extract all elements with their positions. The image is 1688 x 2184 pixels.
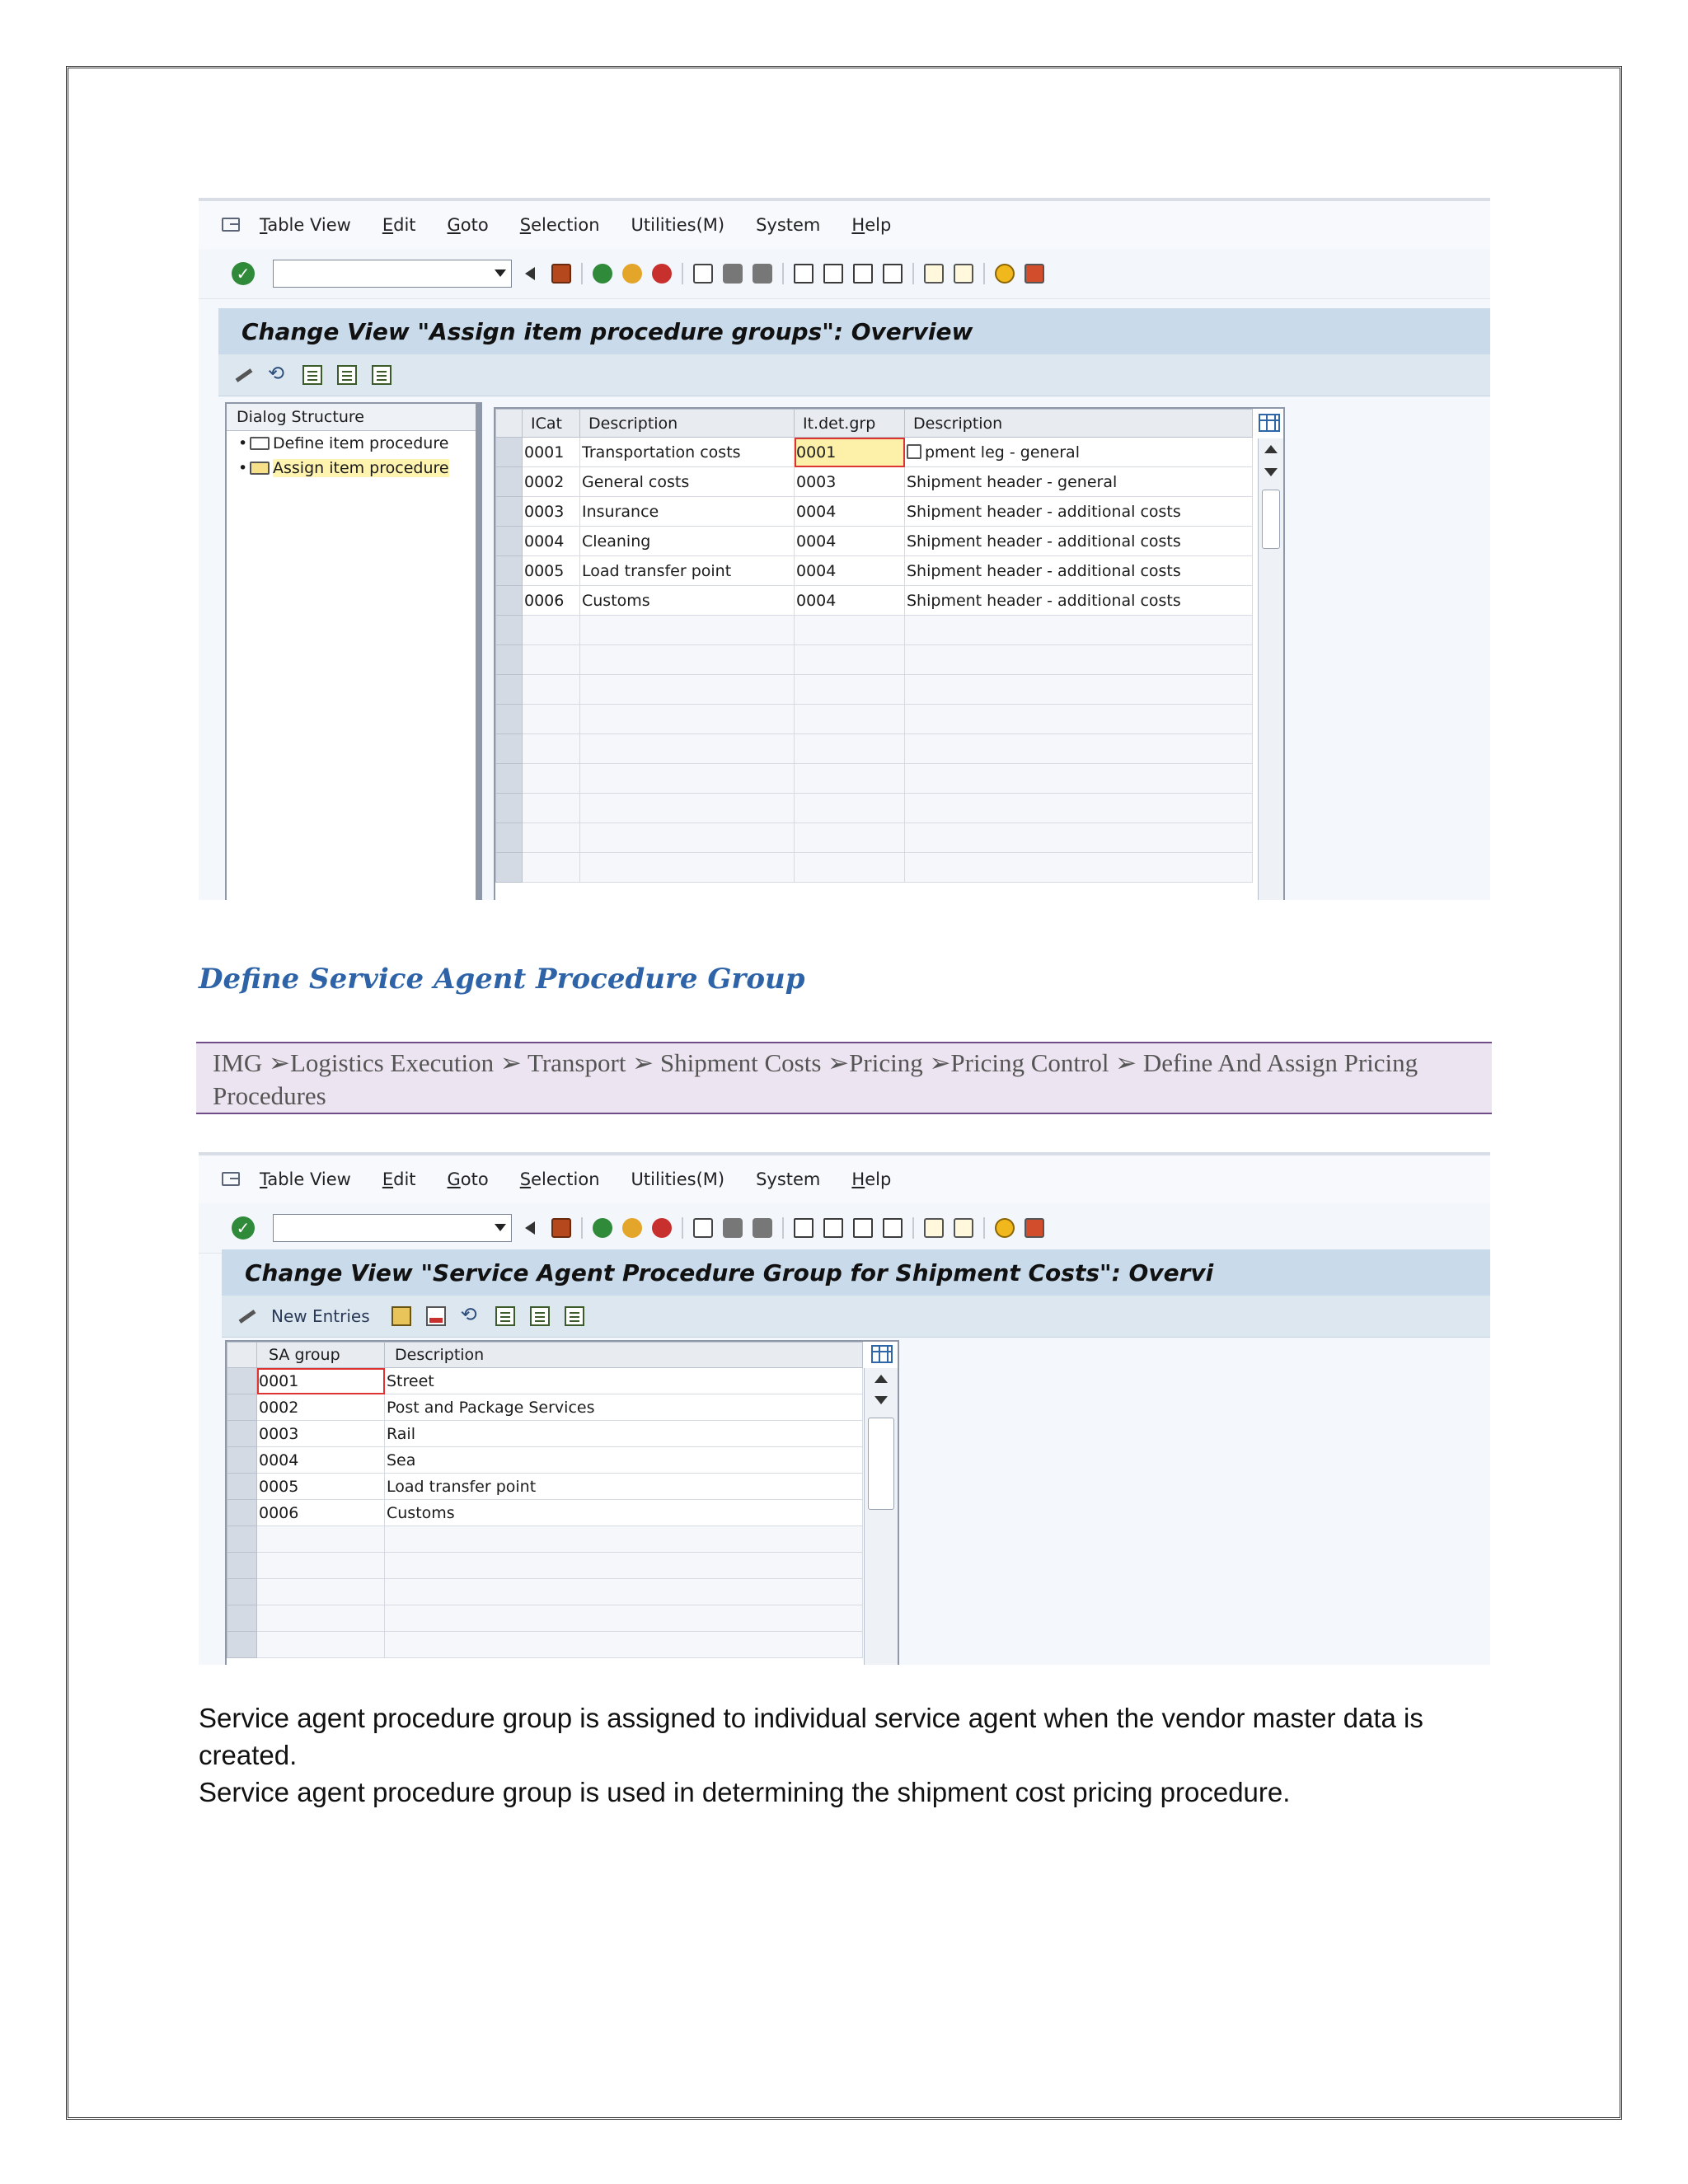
cell-description[interactable]: Rail [385, 1421, 863, 1447]
vertical-scrollbar[interactable] [1258, 438, 1283, 900]
table-row[interactable] [227, 1368, 863, 1394]
dialog-structure-panel [225, 402, 482, 900]
menu-table-view[interactable]: Table View [260, 1169, 351, 1189]
menu-goto[interactable]: Goto [447, 1169, 489, 1189]
table-row[interactable] [227, 1394, 863, 1421]
select-block-icon[interactable] [337, 365, 357, 385]
title-bar [222, 1249, 1490, 1296]
select-block-icon[interactable] [530, 1306, 550, 1326]
cell-description[interactable]: Post and Package Services [385, 1394, 863, 1421]
sap-window-service-agent-procedure-group [199, 1152, 1490, 1665]
table-row[interactable] [496, 467, 1253, 497]
row-selector[interactable] [496, 527, 523, 556]
enter-check-icon[interactable]: ✓ [232, 262, 255, 285]
row-selector[interactable] [227, 1368, 257, 1394]
menu-goto[interactable]: Goto [447, 215, 489, 235]
menu-help[interactable]: Help [851, 1169, 892, 1189]
input-sa-group[interactable]: 0001 [257, 1368, 385, 1394]
cell-icat: 0004 [523, 527, 580, 556]
undo-icon[interactable] [461, 1306, 481, 1326]
cell-description[interactable]: Street [385, 1368, 863, 1394]
row-selector[interactable] [496, 438, 523, 467]
chevron-down-icon[interactable] [495, 1224, 506, 1231]
table-row[interactable] [227, 1421, 863, 1447]
menu-selection[interactable]: Selection [519, 215, 600, 235]
input-sa-group[interactable]: 0002 [257, 1394, 385, 1421]
table-header-row [496, 410, 1253, 438]
display-change-icon[interactable] [237, 1306, 256, 1326]
dialog-item-assign-item-procedure[interactable]: • Assign item procedure [238, 459, 449, 477]
empty-row[interactable] [496, 705, 1253, 734]
table-row[interactable] [227, 1500, 863, 1526]
cancel-icon[interactable] [652, 1218, 672, 1238]
sa-group-table [225, 1340, 899, 1665]
dialog-item-define-item-procedure[interactable]: • Define item procedure [238, 434, 449, 452]
previous-page-icon[interactable] [823, 264, 843, 284]
empty-row[interactable] [227, 1632, 863, 1658]
cell-icat: 0002 [523, 467, 580, 497]
menu-bar [199, 1155, 1490, 1204]
application-toolbar [222, 1296, 1490, 1338]
next-page-icon[interactable] [853, 1218, 873, 1238]
folder-icon [250, 437, 270, 450]
table-row[interactable] [227, 1447, 863, 1474]
scroll-down-icon[interactable] [1264, 468, 1278, 476]
shortcut-icon[interactable] [954, 264, 973, 284]
undo-icon[interactable] [268, 365, 288, 385]
table-row[interactable] [496, 438, 1253, 467]
table-header-row [227, 1343, 863, 1368]
help-icon[interactable] [995, 1218, 1015, 1238]
empty-row[interactable] [227, 1553, 863, 1579]
column-header-description-2[interactable]: Description [905, 410, 1253, 438]
assign-item-procedure-table [494, 407, 1285, 900]
img-path-box: IMG ➢Logistics Execution ➢ Transport ➢ Shipment Costs ➢Pricing ➢Pricing Control ➢ Define And Assign Pricing Procedures [196, 1042, 1492, 1114]
deselect-all-icon[interactable] [565, 1306, 584, 1326]
deselect-all-icon[interactable] [372, 365, 392, 385]
first-page-icon[interactable] [794, 1218, 814, 1238]
section-heading: Define Service Agent Procedure Group [199, 963, 805, 996]
first-page-icon[interactable] [794, 264, 814, 284]
empty-row[interactable] [496, 616, 1253, 645]
row-selector[interactable] [227, 1394, 257, 1421]
sap-window-assign-item-procedure [199, 198, 1490, 900]
table-row[interactable] [496, 497, 1253, 527]
title-bar [218, 308, 1490, 355]
column-header-description[interactable]: Description [385, 1343, 863, 1368]
row-selector[interactable] [227, 1500, 257, 1526]
cell-description: Customs [580, 586, 795, 616]
menu-table-view[interactable]: Table View [260, 215, 351, 235]
last-page-icon[interactable] [883, 1218, 903, 1238]
scroll-up-icon[interactable] [874, 1375, 888, 1383]
cell-description[interactable]: Sea [385, 1447, 863, 1474]
cell-icat: 0006 [523, 586, 580, 616]
help-icon[interactable] [995, 264, 1015, 284]
screen-title: Change View "Assign item procedure groups": Overview [241, 317, 973, 345]
empty-row[interactable] [496, 734, 1253, 764]
empty-row[interactable] [227, 1579, 863, 1605]
table-settings-icon[interactable] [871, 1345, 893, 1363]
empty-row[interactable] [496, 645, 1253, 675]
cell-det-description: pment leg - general [905, 438, 1253, 467]
standard-toolbar [199, 249, 1490, 299]
body-text [199, 1699, 1493, 1811]
paragraph-2: Service agent procedure group is used in determining the shipment cost pricing procedure. [199, 1777, 1291, 1807]
menu-edit[interactable]: Edit [382, 215, 416, 235]
input-sa-group[interactable]: 0006 [257, 1500, 385, 1526]
table-row[interactable] [496, 586, 1253, 616]
delete-icon[interactable] [426, 1306, 446, 1326]
row-selector[interactable] [227, 1474, 257, 1500]
select-all-icon[interactable] [302, 365, 322, 385]
empty-row[interactable] [227, 1605, 863, 1632]
menu-icon[interactable] [217, 213, 246, 237]
dialog-structure-title: Dialog Structure [227, 404, 476, 431]
save-icon[interactable] [551, 264, 571, 284]
display-change-icon[interactable] [233, 365, 253, 385]
command-field[interactable] [273, 260, 512, 288]
chevron-down-icon[interactable] [495, 269, 506, 277]
exit-icon[interactable] [622, 264, 642, 284]
input-it-det-grp[interactable]: 0004 [795, 586, 905, 616]
row-selector[interactable] [227, 1421, 257, 1447]
column-header-description[interactable]: Description [580, 410, 795, 438]
table-row[interactable] [496, 556, 1253, 586]
print-icon[interactable] [693, 1218, 713, 1238]
row-selector[interactable] [496, 467, 523, 497]
menu-utilities[interactable]: Utilities(M) [631, 1169, 725, 1189]
column-header-icat[interactable]: ICat [523, 410, 580, 438]
cell-description[interactable]: Customs [385, 1500, 863, 1526]
last-page-icon[interactable] [883, 264, 903, 284]
application-toolbar [218, 354, 1490, 396]
empty-row[interactable] [496, 675, 1253, 705]
cell-det-description: Shipment header - additional costs [905, 497, 1253, 527]
row-selector[interactable] [496, 556, 523, 586]
scroll-up-icon[interactable] [1264, 445, 1278, 453]
cell-description: General costs [580, 467, 795, 497]
next-page-icon[interactable] [853, 264, 873, 284]
exit-icon[interactable] [622, 1218, 642, 1238]
cell-description: Load transfer point [580, 556, 795, 586]
folder-open-icon [250, 462, 270, 475]
find-next-icon[interactable] [753, 1218, 772, 1238]
input-it-det-grp[interactable]: 0004 [795, 556, 905, 586]
row-selector[interactable] [496, 586, 523, 616]
menu-utilities[interactable]: Utilities(M) [631, 215, 725, 235]
cell-icat: 0005 [523, 556, 580, 586]
empty-row[interactable] [496, 794, 1253, 823]
empty-row[interactable] [496, 823, 1253, 853]
back-icon[interactable] [593, 1218, 612, 1238]
table-settings-icon[interactable] [1259, 414, 1280, 432]
row-selector[interactable] [227, 1447, 257, 1474]
triangle-left-icon[interactable] [522, 1218, 542, 1238]
scroll-down-icon[interactable] [874, 1396, 888, 1404]
new-session-icon[interactable] [924, 264, 944, 284]
cell-det-description: Shipment header - additional costs [905, 586, 1253, 616]
cell-det-description: Shipment header - additional costs [905, 527, 1253, 556]
input-it-det-grp[interactable]: 0004 [795, 527, 905, 556]
layout-menu-icon[interactable] [1025, 264, 1044, 284]
find-next-icon[interactable] [753, 264, 772, 284]
triangle-left-icon[interactable] [522, 264, 542, 284]
menu-edit[interactable]: Edit [382, 1169, 416, 1189]
input-sa-group[interactable]: 0005 [257, 1474, 385, 1500]
paragraph-1: Service agent procedure group is assigned to individual service agent when the vendor master data is created. [199, 1703, 1423, 1770]
enter-check-icon[interactable]: ✓ [232, 1216, 255, 1240]
screen-title: Change View "Service Agent Procedure Group for Shipment Costs": Overvi [245, 1258, 1214, 1286]
menu-selection[interactable]: Selection [519, 1169, 600, 1189]
empty-row[interactable] [227, 1526, 863, 1553]
row-selector[interactable] [496, 497, 523, 527]
cell-description[interactable]: Load transfer point [385, 1474, 863, 1500]
cell-det-description: Shipment header - general [905, 467, 1253, 497]
save-icon[interactable] [551, 1218, 571, 1238]
cell-icat: 0003 [523, 497, 580, 527]
menu-system[interactable]: System [756, 215, 821, 235]
input-it-det-grp[interactable]: 0003 [795, 467, 905, 497]
copy-as-icon[interactable] [392, 1306, 411, 1326]
standard-toolbar [199, 1203, 1490, 1254]
previous-page-icon[interactable] [823, 1218, 843, 1238]
input-sa-group[interactable]: 0004 [257, 1447, 385, 1474]
cell-det-description: Shipment header - additional costs [905, 556, 1253, 586]
find-icon[interactable] [723, 1218, 743, 1238]
cell-description: Transportation costs [580, 438, 795, 467]
new-session-icon[interactable] [924, 1218, 944, 1238]
print-icon[interactable] [693, 264, 713, 284]
menu-bar [199, 201, 1490, 250]
value-help-icon[interactable] [907, 444, 921, 459]
input-it-det-grp[interactable]: 0004 [795, 497, 905, 527]
column-header-it-det-grp[interactable]: It.det.grp [795, 410, 905, 438]
input-it-det-grp[interactable]: 0001 [795, 438, 905, 467]
back-icon[interactable] [593, 264, 612, 284]
menu-help[interactable]: Help [851, 215, 892, 235]
cell-icat: 0001 [523, 438, 580, 467]
cancel-icon[interactable] [652, 264, 672, 284]
cell-description: Cleaning [580, 527, 795, 556]
input-sa-group[interactable]: 0003 [257, 1421, 385, 1447]
empty-row[interactable] [496, 764, 1253, 794]
scroll-thumb[interactable] [868, 1418, 894, 1510]
new-entries-button[interactable]: New Entries [271, 1306, 370, 1326]
table-row[interactable] [496, 527, 1253, 556]
find-icon[interactable] [723, 264, 743, 284]
layout-menu-icon[interactable] [1025, 1218, 1044, 1238]
vertical-scrollbar[interactable] [864, 1368, 898, 1665]
menu-system[interactable]: System [756, 1169, 821, 1189]
menu-icon[interactable] [217, 1167, 246, 1192]
shortcut-icon[interactable] [954, 1218, 973, 1238]
column-header-sa-group[interactable]: SA group [257, 1343, 385, 1368]
scroll-thumb[interactable] [1262, 490, 1280, 549]
empty-row[interactable] [496, 853, 1253, 883]
select-all-icon[interactable] [495, 1306, 515, 1326]
cell-description: Insurance [580, 497, 795, 527]
table-row[interactable] [227, 1474, 863, 1500]
command-field[interactable] [273, 1214, 512, 1242]
